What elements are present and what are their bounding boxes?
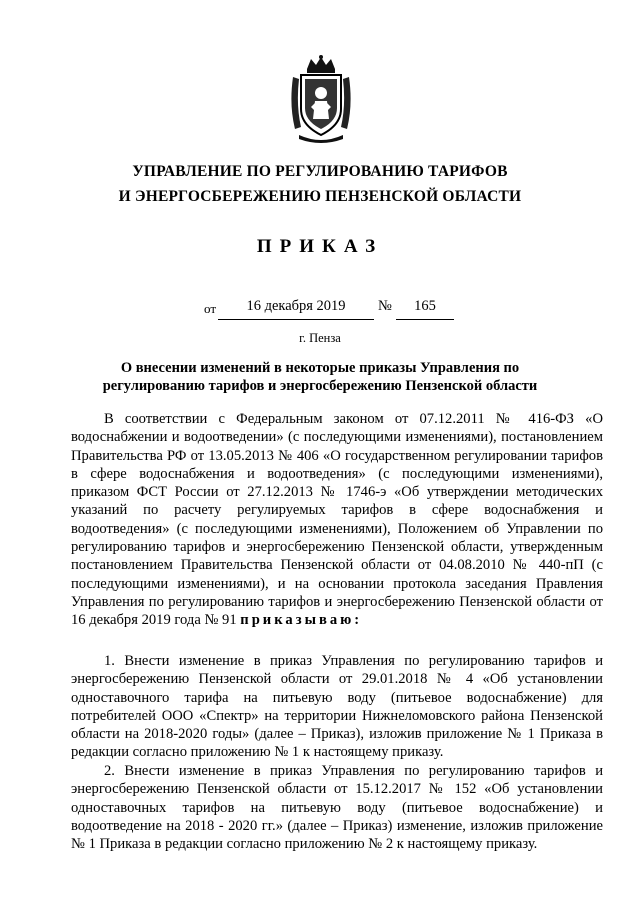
number-underline xyxy=(396,319,454,320)
coat-of-arms-icon xyxy=(285,55,357,143)
order-item-2-text: 2. Внести изменение в приказ Управления по регулированию тарифов и энергосбережению Пензенской области от 15.12.2017 № 152 «Об установлении одноставочных тарифов на питьевую воду (питьевое водоснабжение) и водоотведение на 2018 - 2020 гг.» (далее – Приказ) изменение, изложив приложение № 1 Приказа в редакции согласно приложению № 2 к настоящему приказу. xyxy=(71,763,603,853)
city-name: г. Пенза xyxy=(299,331,341,345)
date-underline xyxy=(218,319,374,320)
organization-name-line2: И ЭНЕРГОСБЕРЕЖЕНИЮ ПЕНЗЕНСКОЙ ОБЛАСТИ xyxy=(118,188,522,205)
document-date: 16 декабря 2019 xyxy=(246,298,346,314)
document-number: 165 xyxy=(414,298,436,314)
organization-name-line1: УПРАВЛЕНИЕ ПО РЕГУЛИРОВАНИЮ ТАРИФОВ xyxy=(132,163,508,180)
order-item-1-text: 1. Внести изменение в приказ Управления по регулированию тарифов и энергосбережению Пензенской области от 29.01.2018 № 4 «Об установлении одноставочного тарифа на питьевую воду (питьевое водоснабжение) для потребителей ООО «Спектр» на территории Нижнеломовского района Пензенской области на 2018-2020 годы» (далее – Приказ), изложив приложение № 1 Приказа в редакции согласно приложению № 1 к настоящему приказу. xyxy=(71,653,603,761)
order-item-1 xyxy=(71,652,603,762)
order-word: приказываю: xyxy=(240,612,363,629)
preamble-text: В соответствии с Федеральным законом от 07.12.2011 № 416-ФЗ «О водоснабжении и водоотведении» (с последующими изменениями), постановлением Правительства РФ от 13.05.2013 № 406 «О государственном регулировании тарифов в сфере водоснабжения и водоотведения» (с последующими изменениями), приказом ФСТ России от 27.12.2013 № 1746-э «Об утверждении методических указаний по расчету регулируемых тарифов в сфере водоснабжения и водоотведения» (с последующими изменениями), Положением об Управлении по регулированию тарифов и энергосбережению Пензенской области, утвержденным постановлением Правительства Пензенской области от 04.08.2010 № 440-пП (с последующими изменениями), и на основании протокола заседания Правления Управления по регулированию тарифов и энергосбережению Пензенской области от 16 декабря 2019 года № 91 xyxy=(71,411,603,629)
number-sign: № xyxy=(378,298,392,314)
document-subject: О внесении изменений в некоторые приказы Управления по регулированию тарифов и энергосбережению Пензенской области xyxy=(102,360,538,394)
document-title: ПРИКАЗ xyxy=(256,236,384,257)
date-prefix: от xyxy=(204,301,217,316)
preamble-paragraph xyxy=(71,410,603,630)
order-item-2 xyxy=(71,762,603,853)
